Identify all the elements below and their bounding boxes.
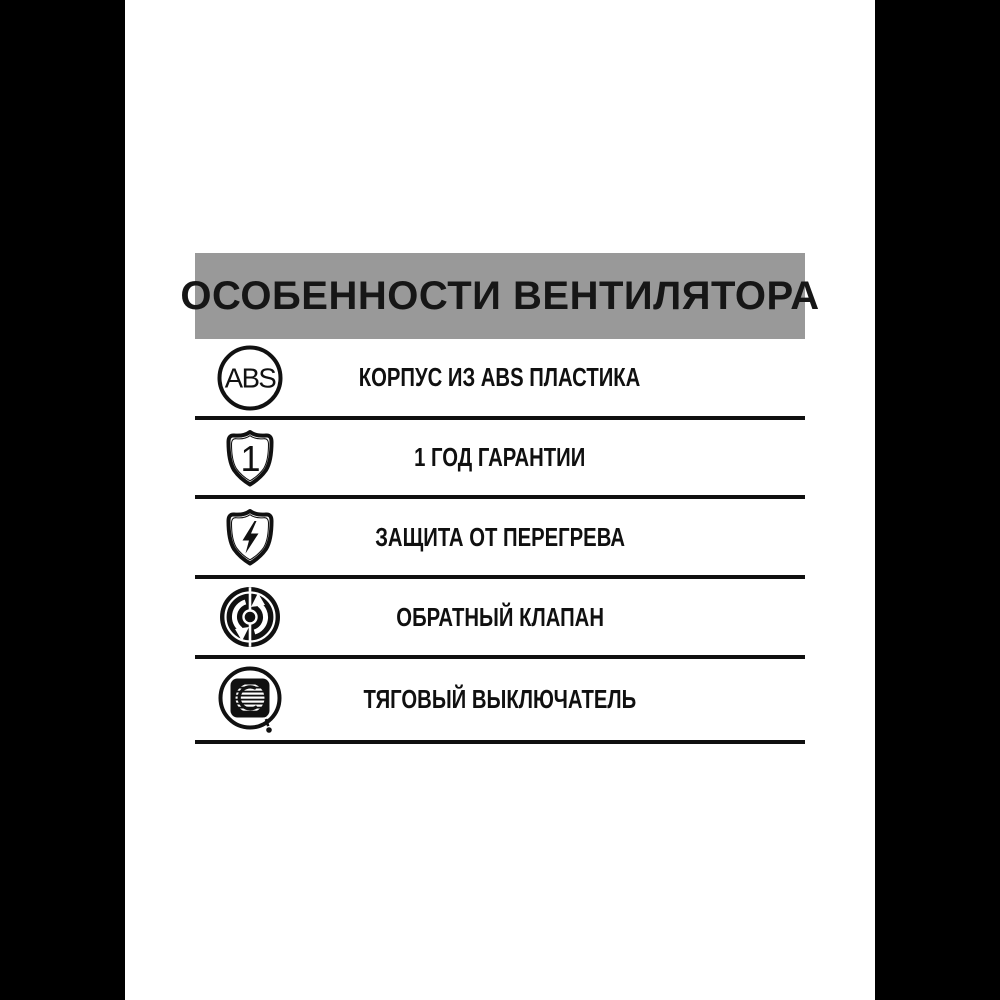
check-valve-icon: [214, 581, 286, 653]
feature-row-warranty: [195, 420, 805, 499]
pull-switch-icon: [214, 664, 286, 736]
feature-label: 1 ГОД ГАРАНТИИ: [414, 442, 586, 472]
lightning-bolt-glyph: [243, 521, 259, 554]
feature-label: ЗАЩИТА ОТ ПЕРЕГРЕВА: [375, 521, 625, 552]
page-title: ОСОБЕННОСТИ ВЕНТИЛЯТОРА: [180, 273, 820, 318]
feature-label: КОРПУС ИЗ ABS ПЛАСТИКА: [359, 362, 641, 392]
warranty-icon-text: 1: [240, 437, 261, 479]
overheat-protection-icon: [214, 501, 286, 573]
abs-plastic-icon: [214, 342, 286, 414]
left-black-bar: [0, 0, 125, 1000]
warranty-shield-icon: [214, 422, 286, 494]
pull-cord-knob: [266, 727, 272, 733]
features-panel: [180, 253, 820, 744]
abs-icon-text: ABS: [224, 362, 276, 393]
right-black-bar: [875, 0, 1000, 1000]
feature-row-abs-plastic: [195, 339, 805, 420]
feature-label: ТЯГОВЫЙ ВЫКЛЮЧАТЕЛЬ: [363, 684, 637, 714]
feature-label: ОБРАТНЫЙ КЛАПАН: [396, 601, 604, 632]
feature-row-overheat-protection: [195, 499, 805, 579]
feature-row-pull-switch: [195, 659, 805, 744]
header-banner: [180, 253, 820, 339]
feature-row-check-valve: [195, 579, 805, 659]
